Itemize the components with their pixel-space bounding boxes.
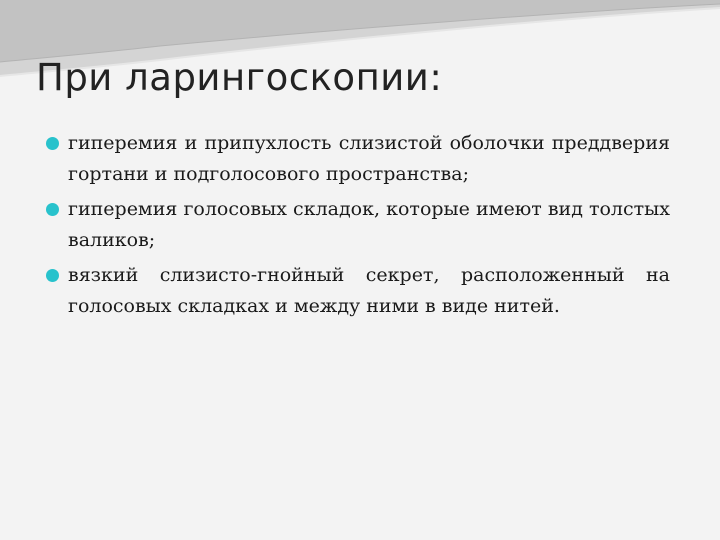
- bullet-text: гиперемия и припухлость слизистой оболочки преддверия гортани и подголосового пространства;: [68, 132, 670, 185]
- circle-bullet-icon: [46, 137, 59, 150]
- circle-bullet-icon: [46, 269, 59, 282]
- bullet-item: [46, 128, 670, 190]
- bullet-text: вязкий слизисто-гнойный секрет, расположенный на голосовых складках и между ними в виде нитей.: [68, 264, 670, 317]
- bullet-list: [46, 128, 670, 326]
- bullet-text: гиперемия голосовых складок, которые имеют вид толстых валиков;: [68, 198, 670, 251]
- slide-title: При ларингоскопии:: [36, 56, 443, 99]
- bullet-item: [46, 260, 670, 322]
- bullet-item: [46, 194, 670, 256]
- circle-bullet-icon: [46, 203, 59, 216]
